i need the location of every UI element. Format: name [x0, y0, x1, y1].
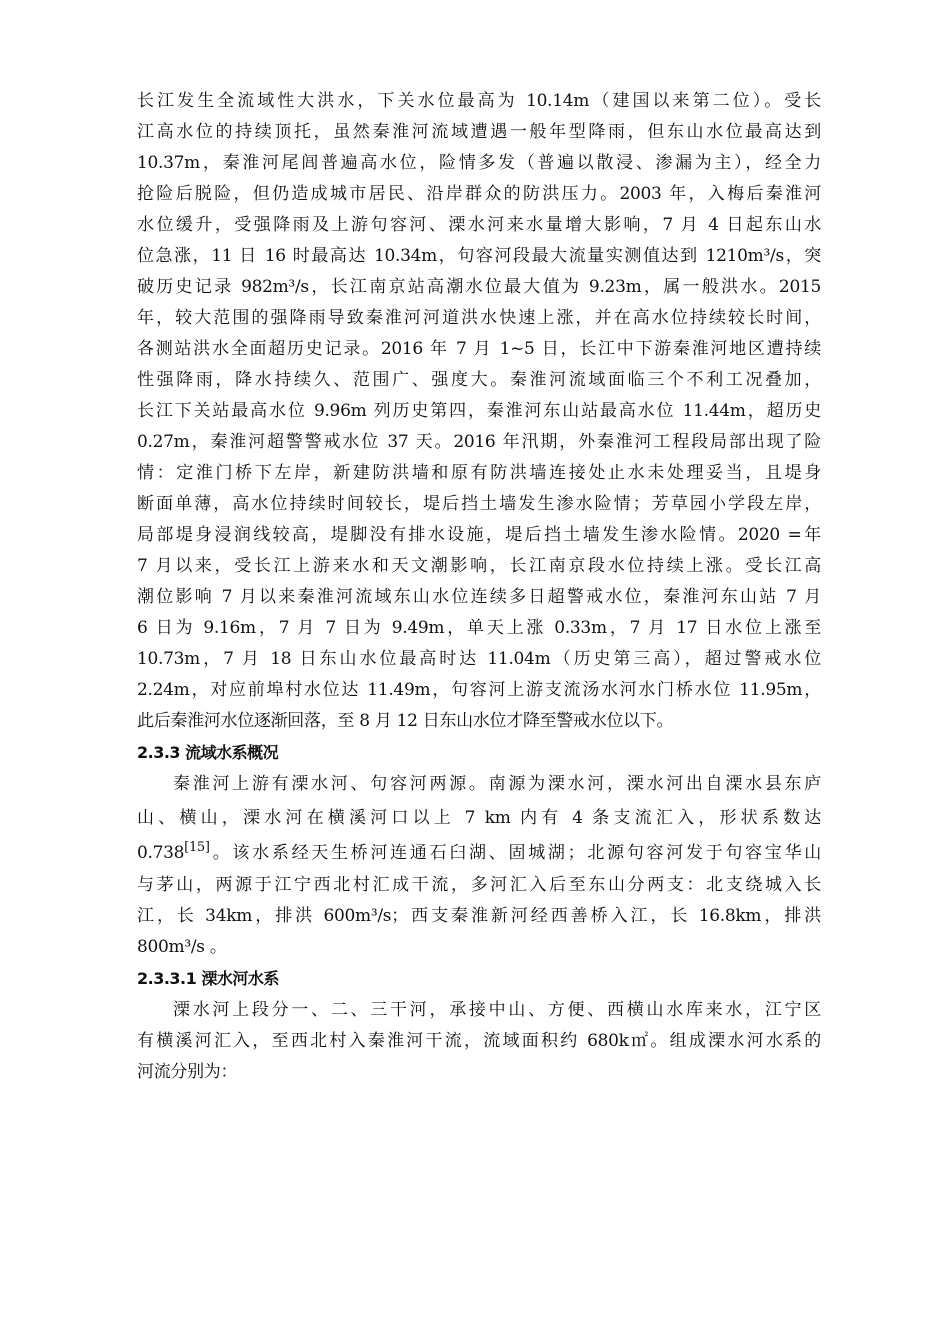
lishui-river-paragraph [137, 995, 821, 1088]
section-heading-2-3-3-1: 2.3.3.1 溧水河水系 [137, 969, 279, 988]
text-line: 10.73m，7 月 18 日东山水位最高时达 11.04m（历史第三高），超过警戒水位 [137, 649, 821, 669]
watershed-overview-paragraph [137, 769, 821, 963]
section-heading-2-3-3: 2.3.3 流域水系概况 [137, 743, 279, 762]
text-line: 性强降雨，降水持续久、范围广、强度大。秦淮河流域面临三个不利工况叠加， [137, 370, 821, 390]
text-fragment: 0.738 [137, 843, 185, 863]
text-line: 河流分别为： [137, 1062, 238, 1082]
text-line: 0.27m，秦淮河超警警戒水位 37 天。2016 年汛期，外秦淮河工程段局部出现了险 [137, 432, 821, 452]
text-fragment: 。该水系经天生桥河连通石臼湖、固城湖；北源句容河发于句容宝华山 [209, 843, 821, 863]
flood-history-paragraph [137, 86, 821, 737]
text-line: 2.24m，对应前埠村水位达 11.49m，句容河上游支流汤水河水门桥水位 11.95m， [137, 680, 821, 700]
text-line: 秦淮河上游有溧水河、句容河两源。南源为溧水河，溧水河出自溧水县东庐 [173, 774, 821, 794]
text-line: 年，较大范围的强降雨导致秦淮河河道洪水快速上涨，并在高水位持续较长时间， [137, 308, 821, 328]
text-line: 断面单薄，高水位持续时间较长，堤后挡土墙发生渗水险情；芳草园小学段左岸， [137, 494, 821, 514]
text-line: 潮位影响 7 月以来秦淮河流域东山水位连续多日超警戒水位，秦淮河东山站 7 月 [137, 587, 821, 607]
text-line: 各测站洪水全面超历史记录。2016 年 7 月 1~5 日，长江中下游秦淮河地区遭持续 [137, 339, 821, 359]
text-line: 长江发生全流域性大洪水，下关水位最高为 10.14m（建国以来第二位）。受长 [137, 91, 821, 111]
text-line: 10.37m，秦淮河尾闾普遍高水位，险情多发（普遍以散浸、渗漏为主），经全力 [137, 153, 821, 173]
text-line: 长江下关站最高水位 9.96m 列历史第四，秦淮河东山站最高水位 11.44m，超历史 [137, 401, 821, 421]
text-line: 800m³/s 。 [137, 937, 227, 957]
text-line: 江高水位的持续顶托，虽然秦淮河流域遭遇一般年型降雨，但东山水位最高达到 [137, 122, 821, 142]
text-line: 情：定淮门桥下左岸，新建防洪墙和原有防洪墙连接处止水未处理妥当，且堤身 [137, 463, 821, 483]
text-line: 局部堤身浸润线较高，堤脚没有排水设施，堤后挡土墙发生渗水险情。2020 =年 [137, 525, 821, 545]
citation-reference[interactable]: [15] [184, 840, 210, 855]
text-line: 江，长 34km，排洪 600m³/s；西支秦淮新河经西善桥入江，长 16.8km，排洪 [137, 906, 821, 926]
text-line: 抢险后脱险，但仍造成城市居民、沿岸群众的防洪压力。2003 年，入梅后秦淮河 [137, 184, 821, 204]
text-line: 溧水河上段分一、二、三干河，承接中山、方便、西横山水库来水，江宁区 [173, 1000, 821, 1020]
text-line: 破历史记录 982m³/s，长江南京站高潮水位最大值为 9.23m，属一般洪水。2015 [137, 277, 821, 297]
text-line: 与茅山，两源于江宁西北村汇成干流，多河汇入后至东山分两支：北支绕城入长 [137, 875, 821, 895]
text-line: 7 月以来，受长江上游来水和天文潮影响，长江南京段水位持续上涨。受长江高 [137, 556, 821, 576]
text-line: 此后秦淮河水位逐渐回落，至 8 月 12 日东山水位才降至警戒水位以下。 [137, 711, 674, 731]
text-line: 位急涨，11 日 16 时最高达 10.34m，句容河段最大流量实测值达到 1210m³/s，突 [137, 246, 821, 266]
text-line: 6 日为 9.16m，7 月 7 日为 9.49m，单天上涨 0.33m，7 月 17 日水位上涨至 [137, 618, 821, 638]
text-line: 山、横山，溧水河在横溪河口以上 7 km 内有 4 条支流汇入，形状系数达 [137, 808, 821, 828]
text-line-with-citation [137, 836, 821, 870]
text-line: 水位缓升，受强降雨及上游句容河、溧水河来水量增大影响，7 月 4 日起东山水 [137, 215, 821, 235]
text-line: 有横溪河汇入，至西北村入秦淮河干流，流域面积约 680k㎡。组成溧水河水系的 [137, 1031, 821, 1051]
document-page [137, 86, 821, 1088]
